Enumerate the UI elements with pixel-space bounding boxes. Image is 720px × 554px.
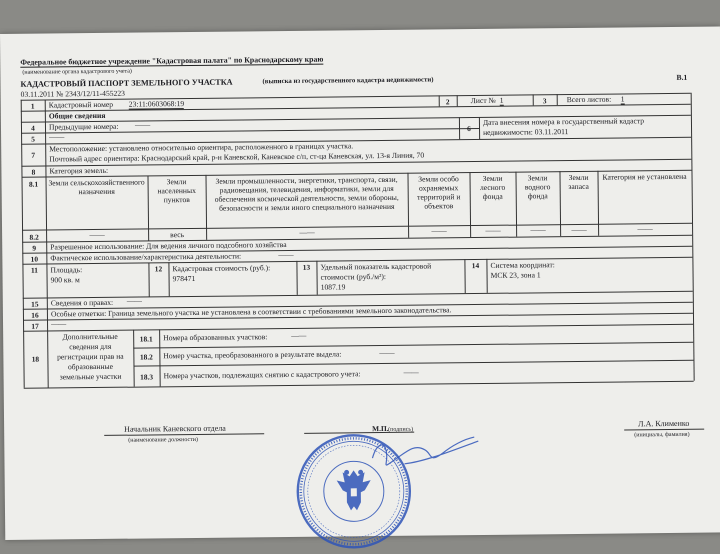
category-value: —— — [431, 226, 447, 236]
cadastral-passport-sheet — [0, 26, 720, 540]
row-number: 12 — [154, 264, 163, 274]
location-address: Почтовый адрес ориентира: Краснодарский край, р-н Каневской, Каневское с/п, ст-ца Каневская, ул. 13-я Линия, 70 — [49, 150, 425, 164]
category-reserve: Земли запаса — [568, 172, 589, 192]
additional-info-line: Дополнительные — [62, 331, 118, 342]
row-number: 9 — [32, 243, 37, 253]
category-settlements: Земли населенных пунктов — [157, 177, 196, 205]
row17-value: —— — [50, 319, 67, 329]
passport-table — [0, 26, 720, 34]
category-value: —— — [485, 225, 501, 235]
name-caption: (инициалы, фамилия) — [634, 431, 690, 439]
formed-plots-label: Номера образованных участков: — [163, 332, 268, 343]
specific-cost-label1: Удельный показатель кадастровой — [320, 261, 432, 272]
form-code: В.1 — [676, 72, 688, 82]
additional-info-line: регистрации прав на — [57, 351, 124, 362]
row-number: 18 — [31, 354, 40, 364]
cadastral-cost-label: Кадастровая стоимость (руб.): — [172, 263, 271, 274]
additional-info-line: сведения для — [69, 341, 112, 352]
row-number: 11 — [30, 265, 39, 275]
row-number: 15 — [31, 299, 39, 309]
row-number: 8.2 — [29, 232, 39, 242]
removed-plots-value: —— — [403, 367, 419, 377]
transformed-plot-value: —— — [379, 347, 395, 358]
institution-caption: (наименование органа кадастрового учета) — [22, 68, 132, 76]
area-label: Площадь: — [50, 265, 83, 275]
row-number: 5 — [31, 134, 35, 144]
transformed-plot-label: Номер участка, преобразованного в результате выдела: — [163, 349, 342, 361]
cadastral-number-value: 23:11:0603068:19 — [128, 99, 185, 109]
actual-use-value: —— — [278, 249, 294, 260]
rights-value: —— — [126, 296, 143, 306]
row5-value: —— — [49, 132, 65, 142]
category-forest: Земли лесного фонда — [479, 173, 506, 201]
category-value: —— — [89, 229, 105, 240]
category-water: Земли водного фонда — [524, 173, 551, 201]
document-subtitle: (выписка из государственного кадастра недвижимости) — [262, 76, 434, 86]
position-caption: (наименование должности) — [128, 436, 199, 444]
row-number: 2 — [445, 97, 450, 107]
row-number: 18.3 — [140, 372, 154, 382]
category-value: —— — [299, 227, 315, 237]
category-value: весь — [170, 230, 185, 240]
cadastral-cost-value: 978471 — [172, 273, 196, 284]
previous-numbers-value: —— — [134, 120, 151, 130]
registration-date-line1: Дата внесения номера в государственный кадастр — [482, 116, 645, 127]
general-info-heading: Общие сведения — [48, 110, 106, 121]
coordinate-system-label: Система координат: — [490, 260, 555, 270]
total-sheets-label: Всего листов: — [566, 94, 612, 105]
handwritten-signature — [354, 429, 485, 490]
land-category-label: Категория земель: — [49, 165, 109, 176]
row-number: 8 — [31, 167, 36, 177]
row-number: 18.1 — [139, 334, 153, 344]
additional-info-line: образованные — [67, 361, 114, 372]
sheet-value: 1 — [499, 95, 504, 105]
signature-caption: (подпись) — [388, 426, 414, 433]
registration-date-line2: недвижимости: 03.11.2011 — [483, 127, 569, 137]
row-number: 17 — [31, 321, 39, 331]
location-line1: Местоположение: установлено относительно ориентира, расположенного в границах участка. — [49, 141, 354, 154]
special-notes: Особые отметки: Граница земельного участка не установлена в соответствии с требованиями земельного законодательства. — [50, 305, 452, 319]
area-value: 900 кв. м — [50, 275, 80, 285]
permitted-use: Разрешенное использование: Для ведения личного подсобного хозяйства — [50, 240, 287, 252]
row-number: 14 — [471, 260, 480, 271]
category-value: —— — [637, 224, 653, 234]
previous-numbers-label: Предыдущие номера: — [48, 121, 119, 132]
category-value: —— — [530, 225, 546, 235]
sheet-label: Лист № — [470, 95, 496, 106]
category-protected: Земли особо охраняемых территорий и объектов — [417, 174, 461, 211]
category-not-set: Категория не установлена — [602, 171, 687, 182]
row-number: 4 — [31, 123, 35, 133]
document-title: КАДАСТРОВЫЙ ПАСПОРТ ЗЕМЕЛЬНОГО УЧАСТКА — [20, 77, 233, 89]
specific-cost-label2: стоимости (руб./м²): — [320, 271, 387, 282]
signer-name: Л.А. Клименко — [638, 418, 690, 429]
row-number: 8.1 — [28, 179, 39, 189]
row-number: 10 — [30, 254, 39, 264]
row-number: 6 — [467, 124, 471, 134]
cadastral-number-label: Кадастровый номер — [48, 99, 114, 110]
row-number: 13 — [302, 262, 311, 272]
row-number: 7 — [31, 150, 36, 160]
coordinate-system-value: МСК 23, зона 1 — [490, 270, 541, 280]
rights-label: Сведения о правах: — [50, 297, 114, 308]
category-agricultural: Земли сельскохозяйственного назначения — [48, 177, 145, 197]
stamp-mark: М.П. — [372, 423, 389, 434]
category-value: —— — [571, 224, 587, 235]
document-date-number: 03.11.2011 № 2343/12/11-455223 — [20, 88, 125, 99]
category-industry: Земли промышленности, энергетики, транспорта, связи, радиовещания, телевидения, информатики, земли для обеспечения космической деятельности, земли обороны, безопасности и земли иного специального назначения — [214, 174, 399, 213]
row-number: 16 — [31, 310, 39, 320]
specific-cost-value: 1087.19 — [320, 282, 346, 292]
row-number: 1 — [30, 101, 35, 111]
row-number: 18.2 — [139, 352, 153, 362]
institution-name: Федеральное бюджетное учреждение "Кадастровая палата" по Краснодарскому краю — [20, 54, 324, 67]
additional-info-line: земельные участки — [59, 371, 122, 382]
signer-position: Начальник Каневского отдела — [124, 423, 226, 434]
removed-plots-label: Номера участков, подлежащих снятию с кадастрового учета: — [163, 369, 361, 381]
total-sheets-value: 1 — [620, 94, 625, 104]
row-number: 3 — [542, 96, 547, 106]
formed-plots-value: —— — [291, 330, 307, 340]
actual-use-label: Фактическое использование/характеристика деятельности: — [50, 251, 242, 263]
